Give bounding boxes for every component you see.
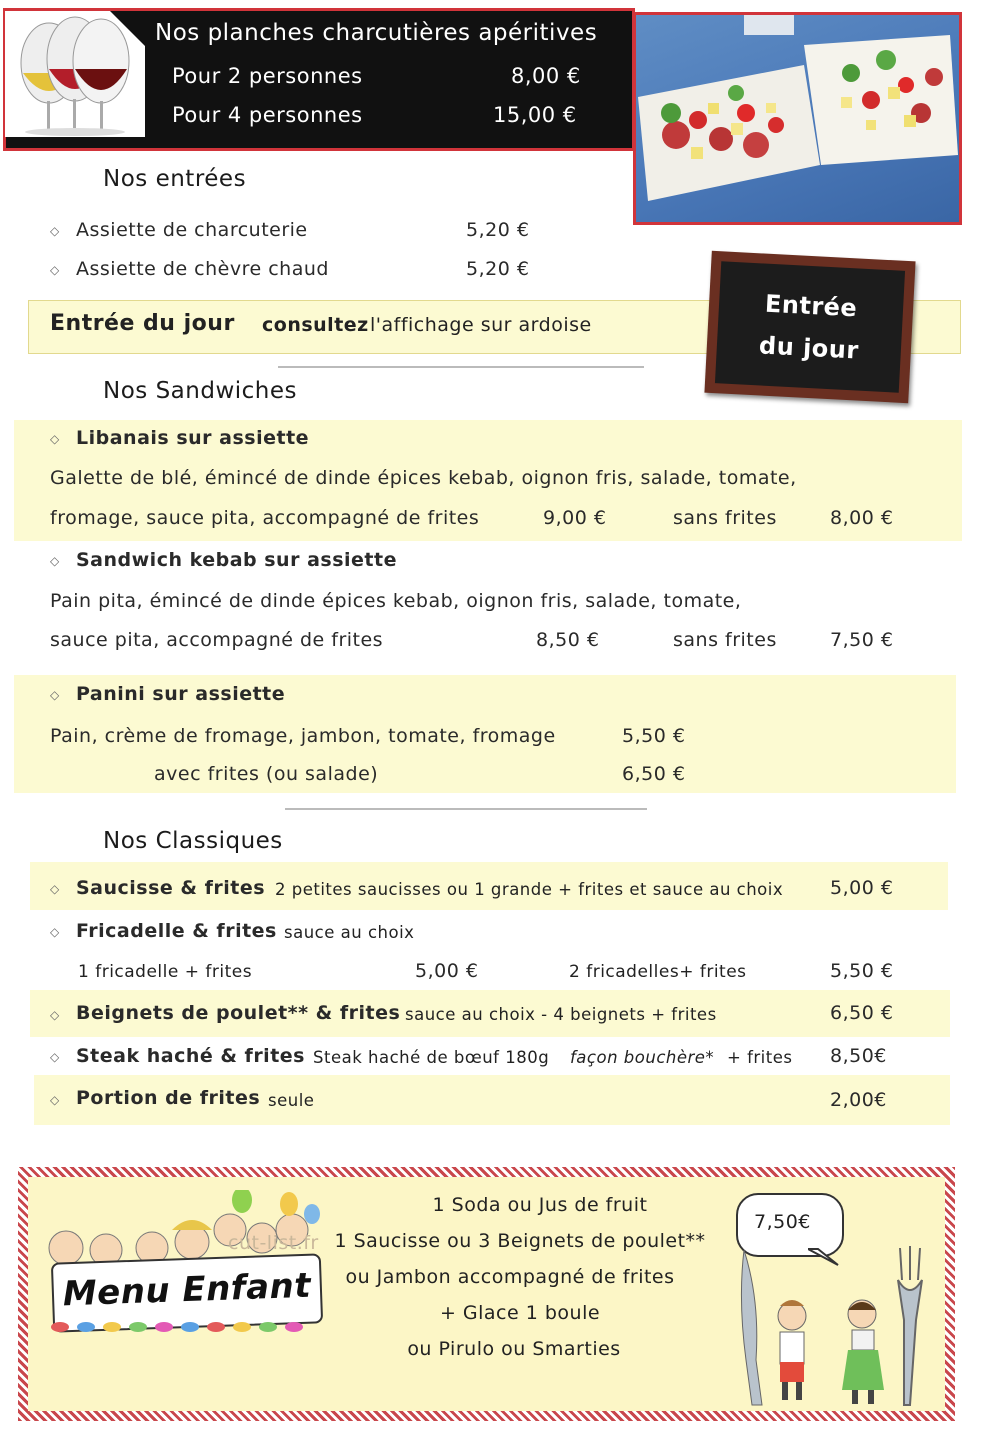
saucisse-desc: 2 petites saucisses ou 1 grande + frites et sauce au choix (275, 880, 784, 899)
bullet-icon: ◇ (50, 432, 60, 446)
libanais-desc-1: Galette de blé, émincé de dinde épices kebab, oignon fris, salade, tomate, (50, 467, 797, 489)
steak-price: 8,50€ (830, 1045, 887, 1067)
kids-line-3: ou Jambon accompagné de frites (345, 1266, 675, 1288)
saucisse-price: 5,00 € (830, 877, 894, 899)
bullet-icon: ◇ (50, 224, 60, 238)
fricadelle-opt-1: 1 fricadelle + frites (78, 962, 253, 982)
steak-desc: Steak haché de bœuf 180g (313, 1048, 550, 1067)
section-divider (278, 366, 644, 368)
section-divider (285, 808, 647, 810)
panini-desc-1: Pain, crème de fromage, jambon, tomate, fromage (50, 725, 556, 747)
beignets-price: 6,50 € (830, 1002, 894, 1024)
kebab-desc-1: Pain pita, émincé de dinde épices kebab, oignon fris, salade, tomate, (50, 590, 742, 612)
portion-name: Portion de frites (76, 1087, 261, 1109)
header-row-4-label: Pour 4 personnes (172, 103, 363, 127)
wine-glasses-image (5, 11, 145, 137)
libanais-desc-2: fromage, sauce pita, accompagné de frites (50, 507, 480, 529)
header-row-2-price: 8,00 € (511, 64, 581, 88)
entree-charcuterie-name: Assiette de charcuterie (76, 219, 308, 241)
fricadelle-name: Fricadelle & frites (76, 920, 277, 942)
bullet-icon: ◇ (50, 263, 60, 277)
kids-price: 7,50€ (754, 1211, 811, 1233)
bullet-icon: ◇ (50, 1093, 60, 1107)
kebab-desc-2: sauce pita, accompagné de frites (50, 629, 384, 651)
bullet-icon: ◇ (50, 688, 60, 702)
fricadelle-opt-2: 2 fricadelles+ frites (569, 962, 747, 982)
fricadelle-desc: sauce au choix (284, 923, 415, 942)
portion-desc: seule (268, 1091, 315, 1110)
libanais-sans-frites: sans frites (673, 507, 777, 529)
bullet-icon: ◇ (50, 925, 60, 939)
kids-line-4: + Glace 1 boule (439, 1302, 601, 1324)
entrees-title: Nos entrées (103, 166, 247, 192)
classiques-title: Nos Classiques (103, 828, 283, 854)
bullet-icon: ◇ (50, 1008, 60, 1022)
beignets-name: Beignets de poulet** & frites (76, 1002, 401, 1024)
bullet-icon: ◇ (50, 882, 60, 896)
entree-chevre-name: Assiette de chèvre chaud (76, 258, 329, 280)
saucisse-name: Saucisse & frites (76, 877, 266, 899)
kebab-name: Sandwich kebab sur assiette (76, 549, 397, 571)
entree-chevre-price: 5,20 € (466, 258, 530, 280)
sandwiches-title: Nos Sandwiches (103, 378, 297, 404)
chalkboard-sign (704, 251, 915, 403)
libanais-price: 9,00 € (543, 507, 607, 529)
chalkboard-line-2: du jour (758, 331, 860, 365)
panini-price-1: 5,50 € (622, 725, 686, 747)
panini-name: Panini sur assiette (76, 683, 286, 705)
knife-fork-kids-illustration (730, 1240, 950, 1410)
kebab-sans-frites: sans frites (673, 629, 777, 651)
steak-desc-end: + frites (727, 1048, 793, 1067)
wine-glasses-icon (5, 11, 145, 137)
kebab-sans-price: 7,50 € (830, 629, 894, 651)
bullet-icon: ◇ (50, 1050, 60, 1064)
candy-row-illustration (46, 1320, 316, 1334)
entree-charcuterie-price: 5,20 € (466, 219, 530, 241)
kids-line-5: ou Pirulo ou Smarties (407, 1338, 621, 1360)
entree-du-jour-label: Entrée du jour (50, 311, 235, 336)
header-row-4-price: 15,00 € (493, 103, 577, 127)
panini-price-2: 6,50 € (622, 763, 686, 785)
kids-line-1: 1 Soda ou Jus de fruit (432, 1194, 648, 1216)
libanais-sans-price: 8,00 € (830, 507, 894, 529)
bullet-icon: ◇ (50, 554, 60, 568)
menu-enfant-label: Menu Enfant (62, 1265, 312, 1315)
fricadelle-price-1: 5,00 € (415, 960, 479, 982)
fricadelle-price-2: 5,50 € (830, 960, 894, 982)
entree-du-jour-consultez: consultez (262, 314, 369, 336)
steak-name: Steak haché & frites (76, 1045, 305, 1067)
libanais-name: Libanais sur assiette (76, 427, 310, 449)
beignets-desc: sauce au choix - 4 beignets + frites (405, 1005, 717, 1024)
steak-desc-italic: façon bouchère* (570, 1048, 715, 1067)
charcuterie-photo (633, 12, 962, 225)
kids-line-2: 1 Saucisse ou 3 Beignets de poulet** (334, 1230, 706, 1252)
panini-desc-2: avec frites (ou salade) (154, 763, 379, 785)
header-title: Nos planches charcutières apéritives (155, 20, 598, 46)
kebab-price: 8,50 € (536, 629, 600, 651)
entree-du-jour-info: l'affichage sur ardoise (370, 314, 592, 336)
chalkboard-line-1: Entrée (764, 289, 858, 323)
portion-price: 2,00€ (830, 1089, 887, 1111)
watermark: cut-list.fr (228, 1232, 319, 1254)
header-row-2-label: Pour 2 personnes (172, 64, 363, 88)
charcuterie-board-image (636, 15, 959, 222)
